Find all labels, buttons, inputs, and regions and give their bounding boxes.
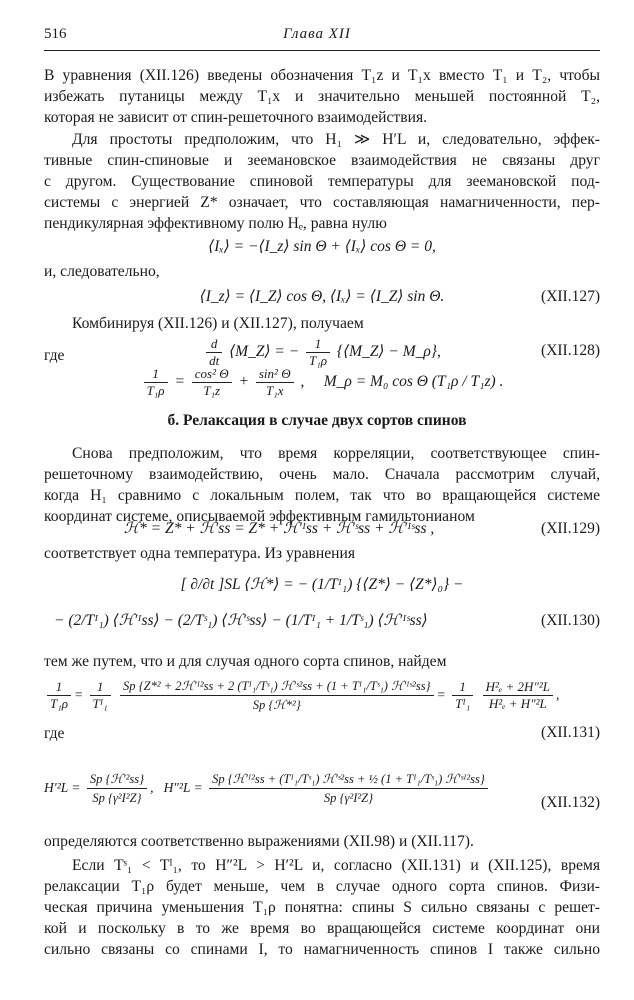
header-rule	[44, 50, 600, 51]
running-head-chapter: Глава XII	[283, 26, 351, 42]
frac-den: dt	[209, 352, 220, 368]
eq128-lhs: ⟨M_Z⟩ = −	[229, 343, 300, 360]
frac-num: H²ₑ + 2H″²L	[483, 679, 553, 696]
equation-129: ℋ* = Z* + ℋ′ss = Z* + ℋ′ᴵss + ℋ′ˢss + ℋ′ᴵˢss ,	[123, 520, 435, 537]
frac-den: T₁ρ	[309, 352, 328, 368]
equation-number-128: (XII.128)	[541, 342, 600, 359]
frac-den: Sp {γ²I²Z}	[92, 791, 142, 806]
frac-num: 1	[47, 679, 71, 696]
text-line: системы с энергией Z* означает, что составляющая намагниченности, пер-	[44, 194, 600, 211]
frac-den: T₁x	[265, 382, 284, 398]
frac-den: Sp {γ²I²Z}	[323, 791, 374, 806]
text-line: определяются соответственно выражениями (XII.98) и (XII.117).	[44, 833, 474, 850]
frac-num: 1	[144, 366, 168, 383]
equation-ix: ⟨Iₓ⟩ = −⟨I_z⟩ sin Θ + ⟨Iₓ⟩ cos Θ = 0,	[208, 238, 436, 255]
frac-num: 1	[90, 679, 111, 696]
equation-t1rho: $\frac{1}{\text{T₁ρ}}$ = $\frac{\text{cos² Θ}}{\text{T₁z}}$ + $\frac{\text{sin² Θ}}{\text{T₁x}}$ , M_ρ = M₀ cos Θ (T₁ρ / T₁z) .	[44, 360, 600, 404]
equation-number-127: (XII.127)	[541, 288, 600, 305]
text-line: В уравнения (XII.126) введены обозначения T₁z и T₁x вместо T₁ и T₂, чтобы	[44, 67, 600, 84]
eq132-b-lhs: H″²L =	[163, 780, 203, 795]
text-line: с другом. Существование спиновой температуры для зеемановской под-	[44, 173, 600, 190]
text-line: когда H₁ сравнимо с локальным полем, так что во вращающейся системе	[44, 487, 600, 504]
text-line: и, следовательно,	[44, 263, 160, 280]
eq128-rhs: {⟨M_Z⟩ − M_ρ},	[336, 343, 441, 360]
equation-131: $\frac{1}{\text{T₁ρ}}$ = $\frac{1}{\text{Tᴵ₁}}$ Sp {Z*² + 2ℋ′ᴵ²ss + 2 (Tᴵ₁/Tˢ₁) ℋ′ˢ²ss + (1 + Tᴵ₁/Tˢ₁) ℋ′ᴵˢ²ss} Sp {ℋ*²} = $\frac{1}{\text{Tᴵ₁}}$ $\frac{\text{H²ₑ + 2H″²L}}{\text{H²ₑ + H″²L}}$ ,	[44, 670, 600, 720]
equation-number-131: (XII.131)	[541, 724, 600, 741]
frac-den: H²ₑ + H″²L	[488, 696, 547, 712]
equation-number-129: (XII.129)	[541, 520, 600, 537]
frac-den: T₁z	[203, 382, 221, 398]
text-line: координат системе, описываемой эффективным гамильтонианом	[44, 508, 475, 525]
section-title: б. Релаксация в случае двух сортов спинов	[167, 412, 467, 429]
text-line: где	[44, 347, 65, 364]
eq-mrho: M_ρ = M₀ cos Θ (T₁ρ / T₁z) .	[323, 373, 504, 390]
text-line: тем же путем, что и для случая одного сорта спинов, найдем	[44, 653, 447, 670]
equation-130-line1: [ ∂/∂t ]SL ⟨ℋ*⟩ = − (1/Tᴵ₁) {⟨Z*⟩ − ⟨Z*⟩₀} −	[180, 576, 464, 593]
frac-num: 1	[452, 679, 473, 696]
frac-den: Sp {ℋ*²}	[252, 698, 301, 713]
text-line: соответствует одна температура. Из уравнения	[44, 545, 355, 562]
equation-130-line2: − (2/Tᴵ₁) ⟨ℋ′ᴵss⟩ − (2/Tˢ₁) ⟨ℋ′ˢss⟩ − (1/Tᴵ₁ + 1/Tˢ₁) ⟨ℋ′ᴵˢss⟩	[54, 612, 428, 629]
text-line: которая не зависит от спин-решеточного взаимодействия.	[44, 109, 428, 126]
text-line: пендикулярная эффективному полю Hₑ, равна нулю	[44, 215, 387, 232]
text-line: релаксации T₁ρ будет меньше, чем в случае одного сорта спинов. Физи-	[44, 878, 600, 895]
text-line: где	[44, 725, 65, 742]
frac-den: Tᴵ₁	[92, 696, 108, 712]
page-number: 516	[44, 26, 67, 42]
frac-den: T₁ρ	[50, 696, 68, 712]
frac-num: cos² Θ	[192, 366, 232, 383]
text-line: решеточному взаимодействию, очень мало. Сначала рассмотрим случай,	[44, 466, 600, 483]
equation-number-132: (XII.132)	[541, 794, 600, 811]
eq132-a-lhs: H′²L =	[44, 780, 81, 795]
text-line: сильно связаны со спинами I, то намагниченность спинов I также сильно	[44, 941, 600, 958]
text-line: Комбинируя (XII.126) и (XII.127), получаем	[72, 315, 364, 332]
text-line: Снова предположим, что время корреляции, соответствующее спин-	[72, 445, 600, 462]
text-line: кой и поскольку в то же время во вращающейся системе координат они	[44, 920, 600, 937]
text-line: Для простоты предположим, что H₁ ≫ H′L и, следовательно, эффек-	[72, 131, 600, 148]
frac-num: d	[206, 336, 222, 353]
equation-number-130: (XII.130)	[541, 612, 600, 629]
text-line: Если Tˢ₁ < Tᴵ₁, то H″²L > H′²L и, согласно (XII.131) и (XII.125), время	[72, 857, 600, 874]
frac-num: Sp {ℋ′²ss}	[87, 770, 147, 789]
text-line: ческая причина уменьшения T₁ρ понятна: спины S сильно связаны с решет-	[44, 899, 600, 916]
frac-den: Tᴵ₁	[455, 696, 471, 712]
frac-den: T₁ρ	[146, 382, 165, 398]
frac-num: Sp {Z*² + 2ℋ′ᴵ²ss + 2 (Tᴵ₁/Tˢ₁) ℋ′ˢ²ss + (1 + Tᴵ₁/Tˢ₁) ℋ′ᴵˢ²ss}	[120, 677, 434, 696]
equation-127: ⟨I_z⟩ = ⟨I_Z⟩ cos Θ, ⟨Iₓ⟩ = ⟨I_Z⟩ sin Θ.	[199, 288, 445, 305]
text-line: избежать путаницы между T₁x и значительно меньшей постоянной T₂,	[44, 88, 600, 105]
frac-num: 1	[306, 336, 330, 353]
equation-132: H′²L = $\frac{\text{Sp \{ℋ′²ss\}}}{\text{Sp \{γ²I²Z\}}}$ , H″²L = $\frac{\text{Sp \{ℋ′ᴵ²ss + (Tᴵ₁/Tˢ₁) ℋ′ˢ²ss + ½ (1 + Tᴵ₁/Tˢ₁) ℋ′ˢᴵ²ss\}}}{\text{Sp \{γ²I²Z\}}}$	[44, 760, 600, 816]
frac-num: sin² Θ	[256, 366, 294, 383]
frac-num: Sp {ℋ′ᴵ²ss + (Tᴵ₁/Tˢ₁) ℋ′ˢ²ss + ½ (1 + Tᴵ₁/Tˢ₁) ℋ′ˢᴵ²ss}	[209, 770, 488, 789]
text-line: тивные спин-спиновые и зеемановское взаимодействия не связаны друг	[44, 152, 600, 169]
